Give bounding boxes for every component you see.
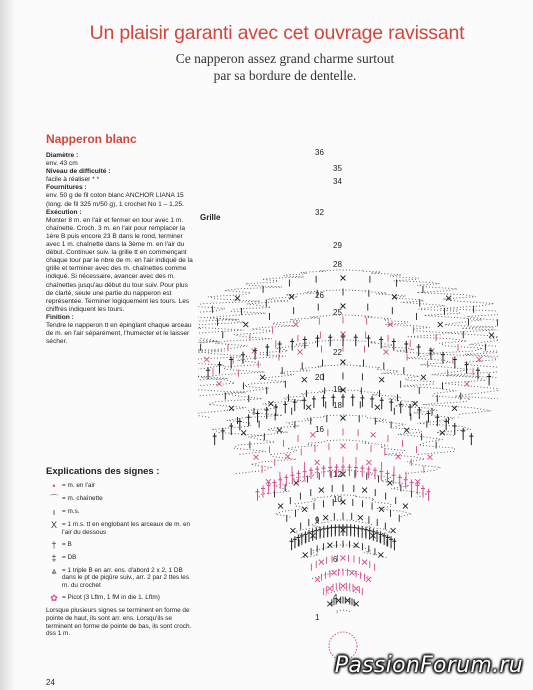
treble-band-mark [427,489,431,501]
chain-arc-round [336,610,351,613]
round-number-label: 6 [333,555,338,564]
treble-band-mark [356,525,360,537]
stitch-cross-mark [362,560,367,565]
treble-band-mark [261,485,265,497]
round-number-label: 28 [333,260,342,269]
stitch-cross-mark [254,455,259,460]
treble-band-mark [379,531,383,543]
treble-band-mark [293,536,297,548]
treble-band-mark [303,337,307,349]
treble-band-mark [265,344,269,356]
chain-arc-round [198,270,498,352]
treble-band-mark [300,533,304,545]
treble-band-mark [278,341,282,353]
stitch-cross-mark [438,322,443,327]
treble-band-mark [404,477,408,489]
round-number-label: 9 [315,516,320,525]
treble-band-mark [267,482,271,494]
treble-band-mark [293,399,297,411]
treble-band-mark [326,525,330,537]
stitch-cross-mark [341,276,346,281]
treble-band-mark [360,465,364,477]
treble-band-mark [302,397,306,409]
legend-text: = m. en l'air [62,482,96,489]
stitch-cross-mark [290,528,295,533]
treble-band-mark [461,428,465,440]
treble-band-mark [373,467,377,479]
stitch-cross-mark [323,515,328,520]
stitch-cross-mark [268,401,273,406]
stitch-cross-mark [404,428,409,433]
treble-band-mark [303,531,307,543]
round-number-label: 36 [315,148,324,157]
treble-band-mark [217,362,221,374]
treble-band-mark [408,404,412,416]
round-number-label: 10 [333,495,342,504]
treble-band-mark [392,538,396,550]
picot-icon: ✿ [50,592,58,603]
stitch-cross-mark [217,381,222,386]
round-number-label: 29 [333,241,342,250]
treble-band-mark [329,525,333,537]
fournitures-label: Fournitures : [46,184,87,192]
stitch-cross-mark [341,584,346,589]
subtitle-line-1: Ce napperon assez grand charme surtout [175,51,395,66]
chain-arc-round [198,315,498,382]
treble-band-mark [379,469,383,481]
stitch-cross-mark [285,454,290,459]
stitch-cross-mark [294,480,299,485]
round-number-label: 4 [333,593,338,602]
legend-text: = 1 m.s. tt en englobant les arceaux de m. en l'air du dessous [62,521,191,536]
treble-band-mark [247,414,251,426]
treble-band-mark [417,407,421,419]
stitch-cross-mark [319,560,324,565]
dagger-icon: † [51,539,57,550]
treble-band-mark [283,401,287,413]
legend-item-picot [46,594,196,603]
execution-label: Exécution : [46,208,82,216]
stitch-cross-mark [379,377,384,382]
execution-value: Monter 8 m. en l'air et fermer en tour avec 1 m. chaînette. Croch. 3 m. en l'air pour remplacer la 1ère B puis encore 23 B dans le rond, terminer avec 1 m. chaînette dans la 3ème m. en l'air du début. Continuer suiv. la grille tt en commençant chaque tour par le nbre de m. en l'air indiqué de la grille et terminer avec des m. chaînettes comme indiqué. Si nécessaire, avancer avec des m. chaînettes jusqu'au début du tour suiv. Pour plus de clarté, seule une partie du napperon est représentée. Terminer logiquement les tours. Les chiffres indiquent les tours. [46,216,193,313]
treble-band-mark [417,344,421,356]
stitch-cross-mark [302,507,307,512]
stitch-cross-mark [341,360,346,365]
legend-title: Explications des signes : [46,466,160,477]
stitch-cross-mark [327,586,332,591]
legend-text: = DB [62,553,77,561]
pattern-instructions [46,152,196,346]
treble-band-mark [370,396,374,408]
treble-band-mark [351,394,355,406]
treble-band-mark [206,367,210,379]
stitch-cross-mark [278,504,283,509]
stitch-cross-mark [277,428,282,433]
grille-label: Grille [200,213,221,222]
treble-band-mark [341,524,345,536]
treble-band-mark [421,485,425,497]
treble-band-mark [296,535,300,547]
legend-item-single-crochet [46,508,196,517]
treble-band-mark [229,356,233,368]
finition-value: Tendre le napperon tt en épinglant chaque arceau de m. en l'air séparément, l'humecter et le laisser sécher. [46,321,192,346]
treble-band-mark [360,395,364,407]
treble-band-mark [360,526,364,538]
finition-label: Finition : [46,313,74,321]
treble-band-mark [272,479,276,491]
stitch-cross-mark [358,515,363,520]
stitch-cross-mark [289,294,294,299]
treble-band-mark [453,356,457,368]
stitch-cross-mark [332,570,337,575]
stitch-cross-mark [306,405,311,410]
round-number-label: 26 [315,291,324,300]
stitch-cross-mark [260,375,265,380]
treble-band-mark [404,341,408,353]
stitch-cross-mark [362,488,367,493]
site-watermark: PassionForum.ru [334,653,523,678]
stitch-cross-mark [302,377,307,382]
stitch-cross-mark [366,460,371,465]
treble-band-mark [198,373,199,385]
round-number-label: 16 [315,425,324,434]
stitch-cross-mark [421,375,426,380]
treble-band-mark [353,525,357,537]
treble-band-mark [322,465,326,477]
stitch-cross-mark [464,381,469,386]
treble-band-mark [229,423,233,435]
legend [46,482,196,638]
treble-band-mark [380,397,384,409]
stitch-cross-mark [489,333,494,338]
treble-band-mark [322,395,326,407]
treble-band-mark [476,367,480,379]
treble-band-mark [290,538,294,550]
round-number-label: 34 [333,177,342,186]
legend-item-cluster [46,567,196,590]
stitch-cross-mark [403,504,408,509]
treble-band-mark [349,524,353,536]
treble-band-mark [444,418,448,430]
treble-band-mark [290,338,294,350]
legend-text: = m. chaînette [62,495,103,502]
stitch-cross-mark [319,488,324,493]
legend-text: = B [62,540,72,548]
treble-band-mark [399,401,403,413]
stitch-cross-mark [241,430,246,435]
cluster-icon: ⩓ [51,565,57,576]
round-number-label: 1 [315,613,320,622]
treble-band-mark [278,477,282,489]
stitch-cross-mark [229,406,234,411]
diametre-label: Diamètre : [46,152,79,159]
stitch-cross-mark [378,552,383,557]
stitch-cross-mark [315,460,320,465]
round-number-label: 25 [333,308,342,317]
legend-text: = Picot (3 Lftm, 1 fM in die 1. Lftm) [62,593,160,601]
treble-band-mark [392,338,396,350]
treble-band-mark [441,352,445,364]
page-title: Un plaisir garanti avec cet ouvrage ravissant [89,22,465,44]
stitch-cross-mark [315,577,320,582]
treble-band-mark [345,524,349,536]
diametre-value: env. 43 cm [46,160,78,168]
treble-band-mark [487,373,491,385]
treble-band-mark [366,335,370,347]
crochet-diagram [198,130,498,670]
stitch-cross-mark [327,543,332,548]
round-number-label: 20 [315,373,324,382]
stitch-cross-mark [396,454,401,459]
treble-band-mark [469,433,473,445]
subtitle-line-2: par sa bordure de dentelle. [213,68,357,83]
niveau-label: Niveau de difficulté : [46,168,111,176]
treble-band-mark [382,533,386,545]
stitch-cross-mark [452,406,457,411]
niveau-value: facile à réaliser * * [46,176,100,184]
treble-band-mark [307,530,311,542]
stitch-cross-mark [392,294,397,299]
treble-band-mark [221,428,225,440]
page-subtitle [120,50,450,84]
treble-band-mark [389,399,393,411]
legend-item-double-crochet [46,541,196,550]
round-number-label: 22 [333,348,342,357]
stitch-cross-mark [243,322,248,327]
stitch-cross-mark [293,322,298,327]
legend-item-single-crochet-around [46,521,196,537]
treble-band-mark [238,418,242,430]
treble-band-mark [375,530,379,542]
round-number-label: 12 [333,470,342,479]
treble-band-mark [213,433,217,445]
treble-band-mark [322,526,326,538]
pattern-heading: Napperon blanc [46,132,137,146]
round-number-label: 32 [315,208,324,217]
stitch-cross-mark [391,528,396,533]
treble-band-mark [337,524,341,536]
dot-icon: • [52,481,56,491]
stitch-cross-mark [371,432,376,437]
treble-band-mark [333,524,337,536]
stitch-cross-mark [303,552,308,557]
stitch-cross-mark [298,350,303,355]
cross-icon: X [50,520,57,530]
stitch-cross-mark [341,556,346,561]
arc-icon: ⌒ [49,494,59,504]
stitch-cross-mark [341,444,346,449]
bar-icon: ı [52,507,56,517]
legend-text: = m.s. [62,508,80,515]
legend-note: Lorsque plusieurs signes se terminent en forme de pointe de haut, ils sont arr. ens. Lorsqu'ils se terminent en forme de pointe de bas, ils sont croch. dss 1 m. [46,606,192,638]
treble-band-mark [435,414,439,426]
treble-band-mark [410,479,414,491]
stitch-cross-mark [354,586,359,591]
chain-arc-round [326,590,357,596]
treble-band-mark [318,527,322,539]
stitch-cross-mark [341,416,346,421]
treble-band-mark [255,489,259,501]
stitch-cross-mark [366,577,371,582]
treble-band-mark [241,352,245,364]
legend-item-chain [46,482,196,491]
treble-band-mark [265,407,269,419]
round-number-label: 19 [333,385,342,394]
page-number: 24 [46,678,55,687]
fournitures-value: env. 50 g de fil coton blanc ANCHOR LIANA 15 (long. de fil 325 m/50 g), 1 crochet No 1 – 1,25. [46,192,184,208]
treble-band-mark [303,469,307,481]
stitch-cross-mark [375,405,380,410]
round-number-label: 35 [333,164,342,173]
stitch-cross-mark [427,455,432,460]
treble-band-mark [386,470,390,482]
treble-band-mark [364,527,368,539]
stitch-cross-mark [204,357,209,362]
stitch-cross-mark [383,350,388,355]
stitch-cross-mark [387,480,392,485]
chain-arc-round [236,440,441,474]
treble-band-mark [312,396,316,408]
treble-band-mark [389,536,393,548]
treble-band-mark [453,423,457,435]
legend-item-slip-stitch [46,495,196,504]
legend-text: = 1 triple B en arr. ens. d'abord 2 x 2, 1 DB dans le pt de piqûre suiv., arr. 2 par 2 ttes les m. du crochet [62,566,190,590]
page-spine-shadow [0,0,16,690]
double-dagger-icon: ‡ [51,552,57,563]
legend-item-treble [46,554,196,563]
stitch-cross-mark [345,598,350,603]
round-number-label: 18 [333,401,342,410]
